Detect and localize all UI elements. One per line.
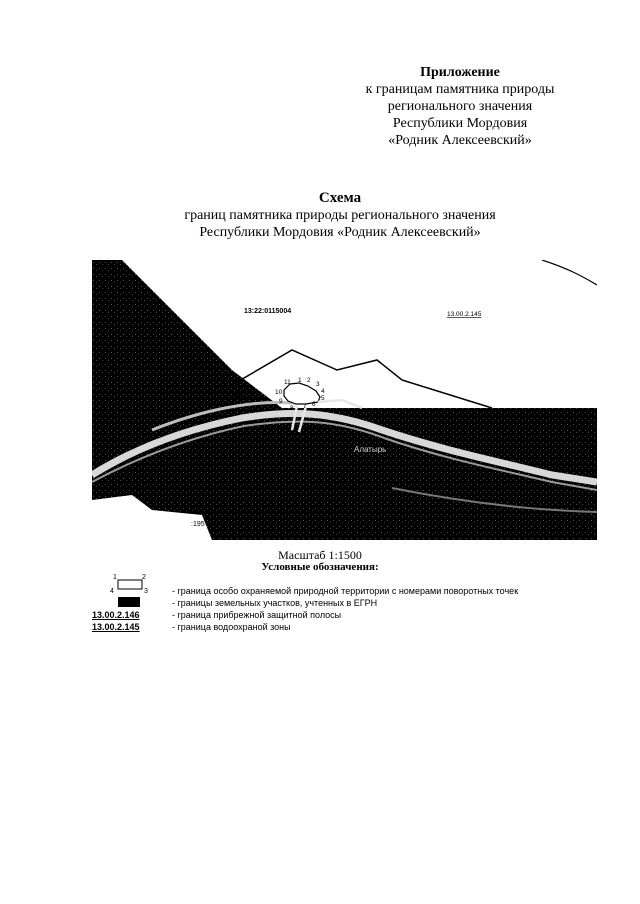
legend-item-parcels: - границы земельных участков, учтенных в ЕГРН [172, 598, 378, 608]
river-name-label: Алатырь [354, 445, 387, 454]
appendix-header [330, 64, 590, 149]
legend-point-1: 1 [113, 574, 117, 581]
legend-title: Условные обозначения: [261, 561, 379, 573]
parcel-195-label: :195 [191, 521, 205, 528]
point-8-label: 8 [290, 405, 294, 412]
zone-boundary-curve [542, 260, 597, 285]
appendix-title: Приложение [420, 65, 500, 80]
legend-code-water: 13.00.2.145 [92, 622, 140, 632]
point-1-label: 1 [298, 377, 302, 384]
point-9-label: 9 [279, 398, 283, 405]
legend-item-boundary: - граница особо охраняемой природной территории с номерами поворотных точек [172, 586, 519, 596]
point-7-label: 7 [303, 403, 307, 410]
point-6-label: 6 [312, 401, 316, 408]
map-drawing [92, 260, 597, 540]
legend-item-coastal-strip: - граница прибрежной защитной полосы [172, 610, 342, 620]
point-10-label: 10 [275, 389, 283, 396]
point-4-label: 4 [321, 388, 325, 395]
schema-title: Схема [318, 190, 362, 206]
legend-parcel-symbol [118, 597, 140, 607]
legend-point-3: 3 [144, 588, 148, 595]
schema-heading [150, 190, 530, 241]
scheme-map [92, 260, 597, 540]
point-11-label: 11 [284, 379, 291, 386]
zone-code-label: 13.00.2.145 [447, 311, 482, 318]
schema-line-2: Республики Мордовия «Родник Алексеевский» [199, 225, 481, 240]
point-3-label: 3 [316, 381, 320, 388]
appendix-line-2: регионального значения [387, 99, 533, 114]
schema-line-1: границ памятника природы регионального значения [184, 208, 496, 223]
legend-point-2: 2 [142, 574, 146, 581]
legend-point-4: 4 [110, 588, 114, 595]
appendix-line-3: Республики Мордовия [392, 116, 528, 131]
parcel-223-label: :223 [229, 392, 243, 399]
appendix-line-4: «Родник Алексеевский» [388, 133, 532, 148]
point-5-label: 5 [321, 395, 325, 402]
legend-boundary-symbol [108, 570, 152, 596]
parcel-cadastral-label: 13:22:0115004 [244, 308, 292, 315]
point-2-label: 2 [307, 377, 311, 384]
legend-code-coastal: 13.00.2.146 [92, 610, 140, 620]
legend-item-water-zone: - граница водоохраной зоны [172, 622, 291, 632]
appendix-line-1: к границам памятника природы [365, 82, 555, 97]
map-scale: Масштаб 1:1500 [278, 548, 362, 562]
